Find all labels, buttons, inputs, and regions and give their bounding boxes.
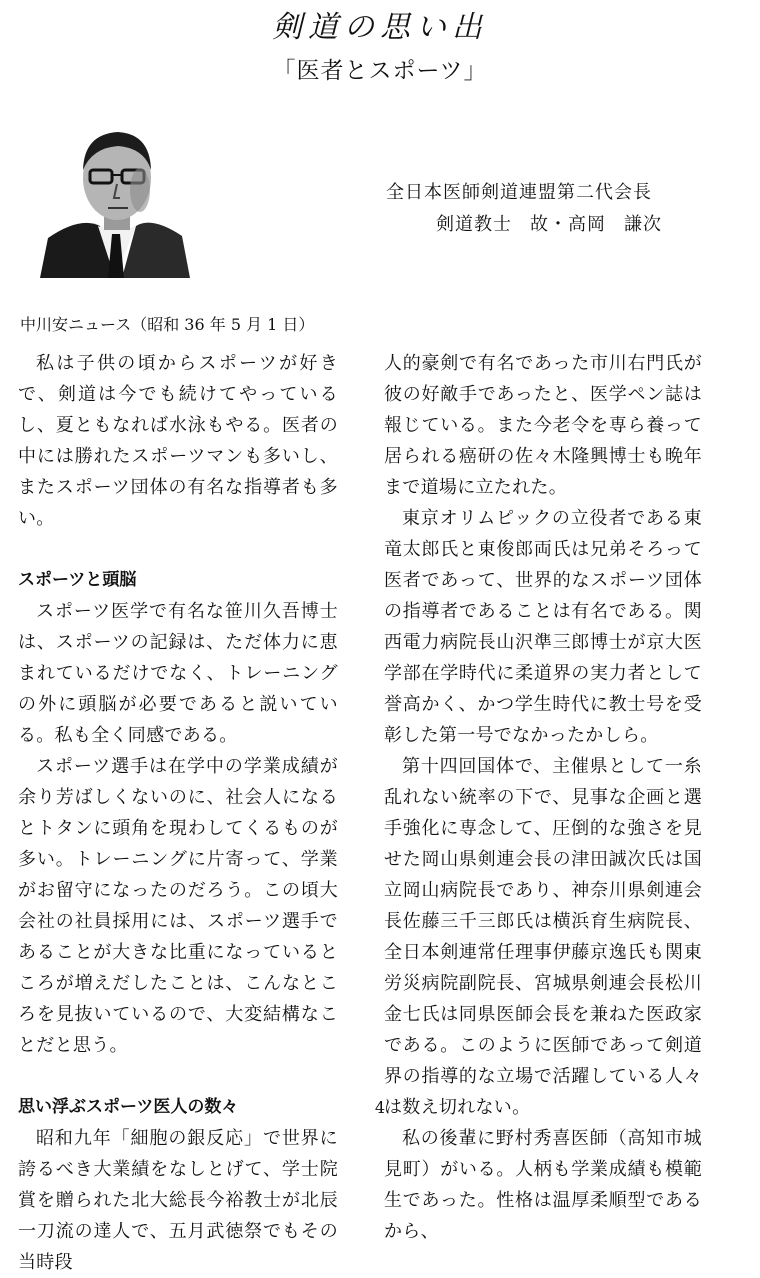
article-subtitle: 「医者とスポーツ」 (272, 58, 488, 84)
page-number: 4 (374, 1098, 386, 1117)
author-name-given: 謙次 (624, 214, 662, 235)
paragraph: 私の後輩に野村秀喜医師（高知市城見町）がいる。人柄も学業成績も模範生であった。性格は温厚柔順型であるから、 (384, 1128, 702, 1242)
paragraph: 東京オリムピックの立役者である東竜太郎氏と東俊郎両氏は兄弟そろって医者であって、世界的なスポーツ団体の指導者であることは有名である。関西電力病院長山沢準三郎博士が京大医学部在学時代に柔道界の実力者として誉高かく、かつ学生時代に教士号を受彰した第一号でなかったかしら。 (384, 508, 702, 746)
paragraph: スポーツ医学で有名な笹川久吾博士は、スポーツの記録は、ただ体力に恵まれているだけでなく、トレーニングの外に頭脳が必要であると説いている。私も全く同感である。 (18, 601, 338, 746)
author-name-prefix: 故・高岡 (530, 214, 606, 235)
paragraph: スポーツ選手は在学中の学業成績が余り芳ばしくないのに、社会人になるとトタンに頭角を現わしてくるものが多い。トレーニングに片寄って、学業がお留守になったのだろう。この頃大会社の社員採用には、スポーツ選手であることが大きな比重になっているところが増えだしたことは、こんなところを見抜いているので、大変結構なことだと思う。 (18, 756, 338, 1056)
paragraph: 昭和九年「細胞の銀反応」で世界に誇るべき大業績をなしとげて、学士院賞を贈られた北大総長今裕教士が北辰一刀流の達人で、五月武徳祭でもその当時段 (18, 1128, 338, 1273)
source-line: 中川安ニュース（昭和 36 年 5 月 1 日） (20, 315, 315, 334)
author-name (436, 210, 680, 236)
paragraph: 第十四回国体で、主催県として一糸乱れない統率の下で、見事な企画と選手強化に専念して、圧倒的な強さを見せた岡山県剣連会長の津田誠次氏は国立岡山病院長であり、神奈川県剣連会長佐藤三千三郎氏は横浜育生病院長、全日本剣連常任理事伊藤京逸氏も関東労災病院副院長、宮城県剣連会長松川金七氏は同県医師会長を兼ねた医政家である。このように医師であって剣道界の指導的な立場で活躍している人々は数え切れない。 (384, 756, 702, 1118)
article-title: 剣道の思い出 (272, 10, 488, 45)
spacer (18, 534, 338, 565)
left-column (18, 348, 338, 1278)
section-heading: スポーツと頭脳 (18, 570, 137, 590)
paragraph: 人的豪剣で有名であった市川右門氏が彼の好敵手であったと、医学ペン誌は報じている。また今老令を専ら養って居られる癌研の佐々木隆興博士も晩年まで道場に立たれた。 (384, 353, 702, 498)
author-rank: 剣道教士 (436, 214, 512, 235)
section-heading: 思い浮ぶスポーツ医人の数々 (18, 1097, 239, 1117)
spacer (18, 1061, 338, 1092)
author-role: 全日本医師剣道連盟第二代会長 (386, 182, 652, 203)
author-portrait (40, 118, 190, 278)
paragraph: 私は子供の頃からスポーツが好きで、剣道は今でも続けてやっているし、夏ともなれば水泳もやる。医者の中には勝れたスポーツマンも多いし、またスポーツ団体の有名な指導者も多い。 (18, 353, 338, 529)
